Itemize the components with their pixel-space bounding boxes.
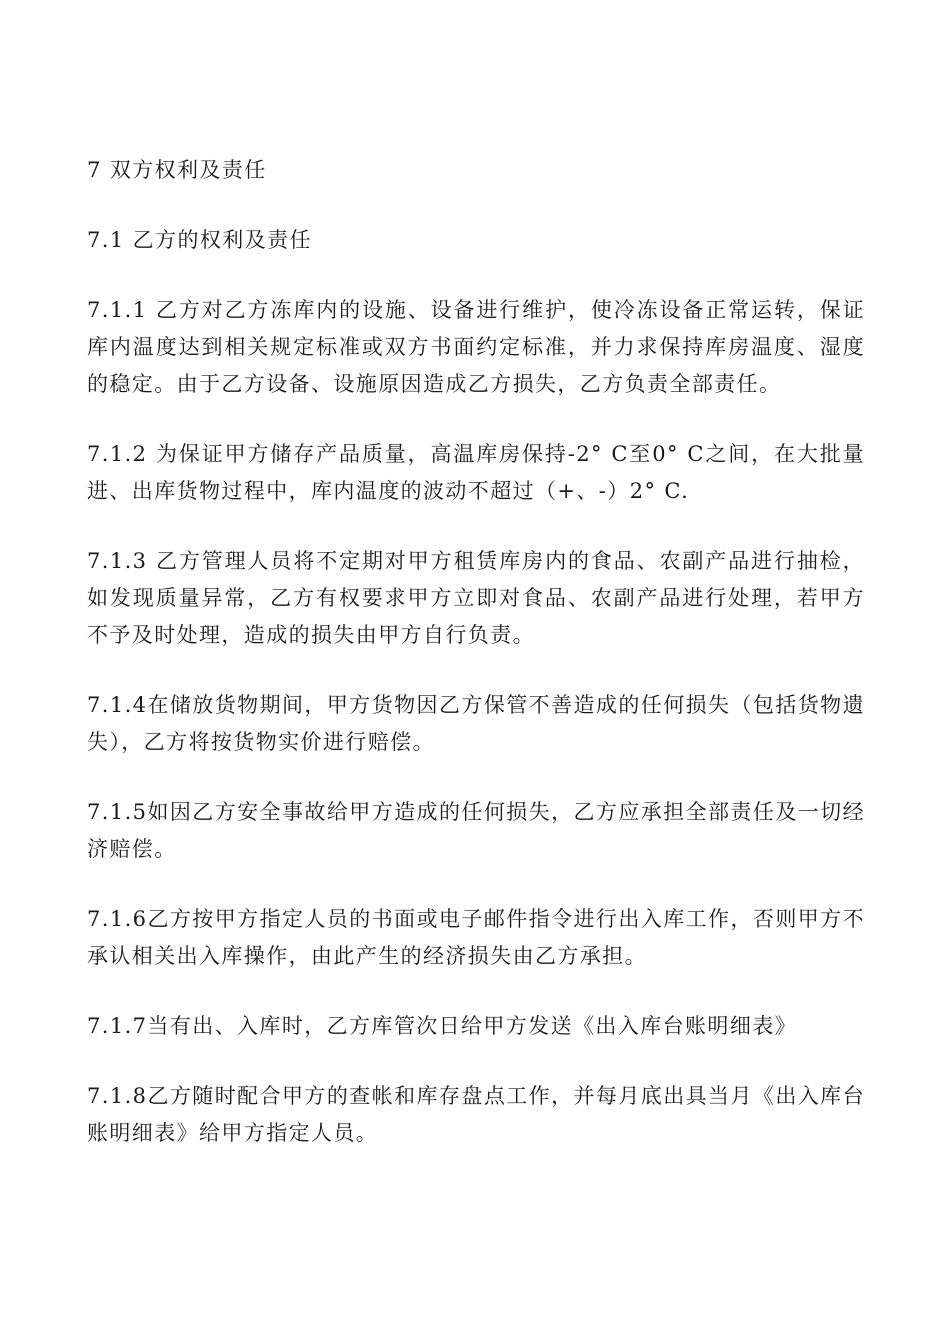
clause-7-1-3: 7.1.3 乙方管理人员将不定期对甲方租赁库房内的食品、农副产品进行抽检，如发现质量异常，乙方有权要求甲方立即对食品、农副产品进行处理，若甲方不予及时处理，造成的损失由甲方自行负责。 <box>87 549 865 647</box>
document-body <box>87 152 865 1185</box>
subsection-heading: 7.1 乙方的权利及责任 <box>87 228 312 252</box>
clause-7-1-8: 7.1.8乙方随时配合甲方的查帐和库存盘点工作，并每月底出具当月《出入库台账明细表》给甲方指定人员。 <box>87 1084 865 1145</box>
clause-7-1-6: 7.1.6乙方按甲方指定人员的书面或电子邮件指令进行出入库工作，否则甲方不承认相关出入库操作，由此产生的经济损失由乙方承担。 <box>87 907 865 968</box>
section-heading: 7 双方权利及责任 <box>87 158 267 182</box>
clause-7-1-7: 7.1.7当有出、入库时，乙方库管次日给甲方发送《出入库台账明细表》 <box>87 1014 798 1038</box>
clause-7-1-5: 7.1.5如因乙方安全事故给甲方造成的任何损失，乙方应承担全部责任及一切经济赔偿。 <box>87 800 865 861</box>
clause-7-1-1: 7.1.1 乙方对乙方冻库内的设施、设备进行维护，使冷冻设备正常运转，保证库内温度达到相关规定标准或双方书面约定标准，并力求保持库房温度、湿度的稳定。由于乙方设备、设施原因造成乙方损失，乙方负责全部责任。 <box>87 298 865 396</box>
clause-7-1-4: 7.1.4在储放货物期间，甲方货物因乙方保管不善造成的任何损失（包括货物遗失），乙方将按货物实价进行赔偿。 <box>87 693 865 754</box>
clause-7-1-2: 7.1.2 为保证甲方储存产品质量，高温库房保持-2° C至0° C之间，在大批量进、出库货物过程中，库内温度的波动不超过（+、-）2° C. <box>87 442 865 503</box>
